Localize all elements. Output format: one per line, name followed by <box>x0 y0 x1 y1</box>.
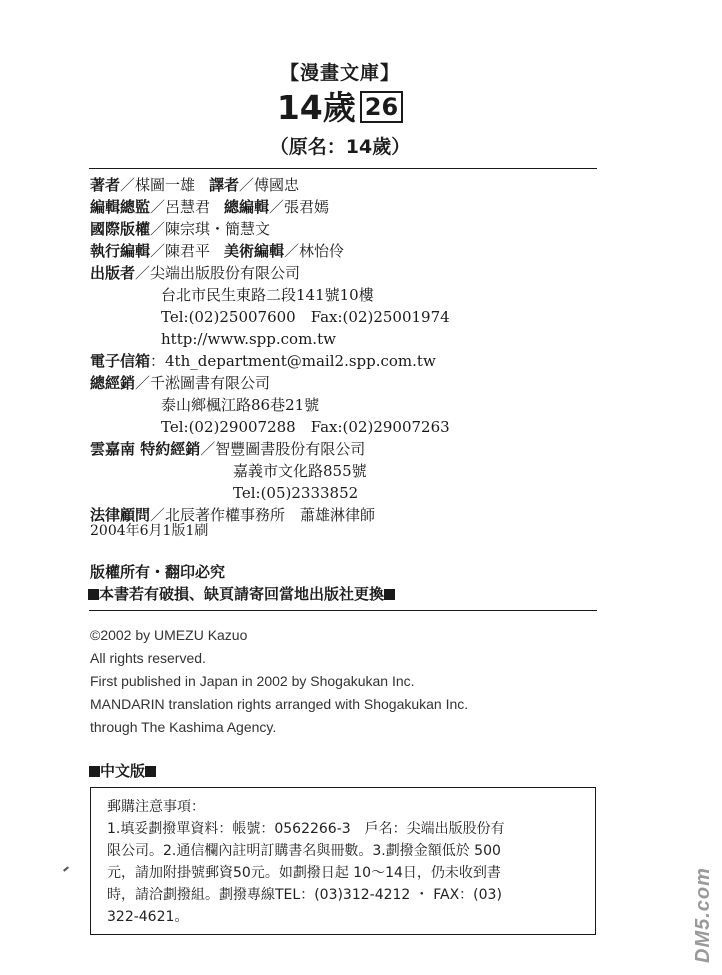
credit-line-publisher: 出版者／尖端出版股份有限公司 <box>90 264 301 282</box>
chinese-edition-heading: 中文版 <box>89 760 156 781</box>
english-line: All rights reserved. <box>90 650 206 666</box>
notice-line: 1.填妥劃撥單資料：帳號：0562266-3 戶名：尖端出版股份有 <box>107 821 505 837</box>
credit-line-editors: 編輯總監／呂慧君 總編輯／張君嫣 <box>90 198 330 216</box>
notice-line: 元，請加附掛號郵資50元。如劃撥日起 10～14日，仍未收到書 <box>107 865 501 881</box>
square-bullet-icon <box>89 766 100 777</box>
special-distributor-address: 嘉義市文化路855號 <box>233 462 367 480</box>
book-title <box>0 82 680 129</box>
stray-mark <box>63 866 69 871</box>
original-name: （原名：14歲） <box>269 136 411 158</box>
publisher-address: 台北市民生東路二段141號10樓 <box>161 286 374 304</box>
divider-top <box>89 168 597 169</box>
english-line: ©2002 by UMEZU Kazuo <box>90 627 248 643</box>
english-rights-block <box>90 624 610 739</box>
credit-line-special-distributor: 雲嘉南 特約經銷／智豐圖書股份有限公司 <box>90 440 366 458</box>
divider-bottom <box>89 610 597 611</box>
rights-notice: 版權所有・翻印必究 <box>90 563 226 581</box>
edition-date: 2004年6月1版1刷 <box>90 523 209 539</box>
special-distributor-phone: Tel:(05)2333852 <box>233 484 359 502</box>
volume-badge: 26 <box>360 91 403 123</box>
distributor-address: 泰山鄉楓江路86巷21號 <box>161 396 320 414</box>
credit-line-exec-editor: 執行編輯／陳君平 美術編輯／林怡伶 <box>90 242 345 260</box>
credit-line-legal: 法律顧問／北辰著作權事務所 蕭雄淋律師 <box>90 506 376 524</box>
square-bullet-icon <box>88 589 99 600</box>
distributor-phone-fax: Tel:(02)29007288 Fax:(02)29007263 <box>161 418 450 436</box>
credit-line-intl-rights: 國際版權／陳宗琪・簡慧文 <box>90 220 271 238</box>
english-line: through The Kashima Agency. <box>90 719 277 735</box>
square-bullet-icon <box>145 766 156 777</box>
english-line: First published in Japan in 2002 by Shogakukan Inc. <box>90 673 415 689</box>
credits-block <box>90 174 610 526</box>
notice-line: 322-4621。 <box>107 909 189 925</box>
publisher-url: http://www.spp.com.tw <box>161 330 336 348</box>
square-bullet-icon <box>384 589 395 600</box>
series-label: 【漫畫文庫】 <box>279 62 400 84</box>
notice-line: 時，請洽劃撥組。劃撥專線TEL：(03)312-4212 ・ FAX：(03) <box>107 887 502 903</box>
credit-line-email: 電子信箱：4th_department@mail2.spp.com.tw <box>90 352 436 370</box>
credit-line-author: 著者／楳圖一雄 譯者／傅國忠 <box>90 176 300 194</box>
publisher-phone-fax: Tel:(02)25007600 Fax:(02)25001974 <box>161 308 450 326</box>
damage-notice: 本書若有破損、缺頁請寄回當地出版社更換 <box>88 583 395 604</box>
title-text: 14歲 <box>276 88 356 127</box>
english-line: MANDARIN translation rights arranged with Shogakukan Inc. <box>90 696 469 712</box>
notice-title: 郵購注意事項： <box>107 799 205 815</box>
mail-order-notice <box>90 787 596 935</box>
credit-line-distributor: 總經銷／千淞圖書有限公司 <box>90 374 271 392</box>
watermark-logo: DM5.com <box>692 867 714 963</box>
notice-line: 限公司。2.通信欄內註明訂購書名與冊數。3.劃撥金額低於 500 <box>107 843 501 859</box>
